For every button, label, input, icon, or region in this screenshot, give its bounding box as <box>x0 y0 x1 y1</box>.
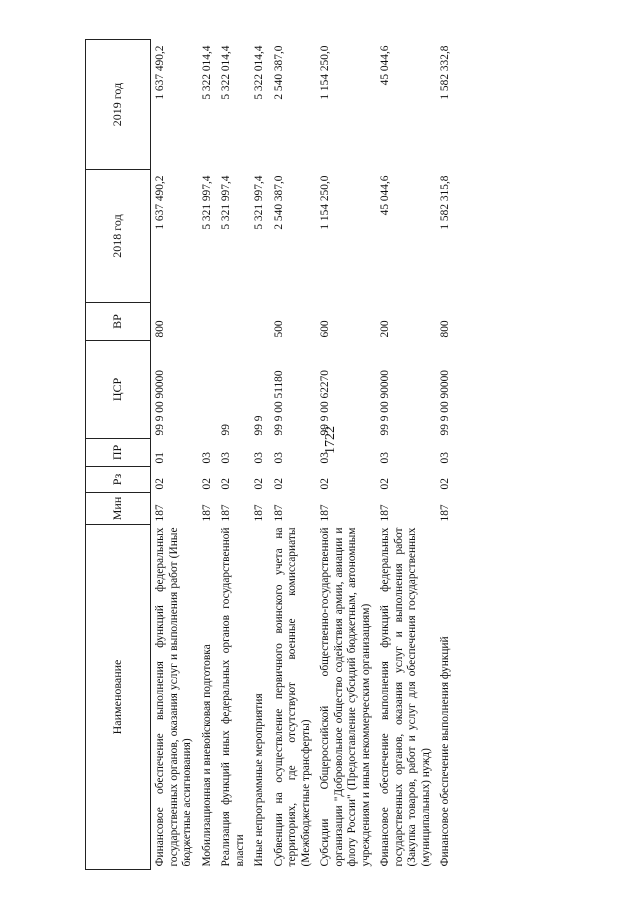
cell-vr <box>250 303 270 341</box>
cell-pr: 03 <box>220 452 232 464</box>
cell-vr: 800 <box>154 320 166 338</box>
table-row <box>436 40 456 870</box>
cell-rz: 02 <box>379 478 391 490</box>
cell-csr <box>198 341 218 439</box>
cell-2019: 5 322 014,4 <box>220 45 232 100</box>
cell-min: 187 <box>200 504 213 522</box>
cell-name: Иные непрограммные мероприятия <box>253 693 265 867</box>
cell-vr: 600 <box>319 320 331 338</box>
cell-2018: 5 321 997,4 <box>220 175 232 230</box>
cell-2019: 5 322 014,4 <box>253 45 265 100</box>
header-vr: ВР <box>86 303 151 341</box>
cell-2018: 1 637 490,2 <box>154 175 166 230</box>
page-number: 1722 <box>323 426 338 454</box>
cell-rz: 02 <box>253 478 265 490</box>
header-2018: 2018 год <box>86 170 151 303</box>
cell-pr: 03 <box>253 452 265 464</box>
cell-min: 187 <box>319 504 331 522</box>
cell-vr: 200 <box>379 320 391 338</box>
header-2019: 2019 год <box>86 40 151 170</box>
cell-2019: 1 637 490,2 <box>154 45 166 100</box>
cell-name: Реализация функций иных федеральных органов государственной власти <box>220 527 246 867</box>
cell-csr: 99 9 00 90000 <box>154 370 166 436</box>
cell-2019: 2 540 387,0 <box>272 45 285 100</box>
cell-2018: 1 582 315,8 <box>439 175 451 230</box>
cell-rz: 02 <box>200 478 213 490</box>
header-name: Наименование <box>86 525 151 870</box>
cell-min: 187 <box>220 504 232 522</box>
cell-vr: 500 <box>272 320 285 338</box>
cell-2018: 5 321 997,4 <box>253 175 265 230</box>
cell-min: 187 <box>253 504 265 522</box>
cell-rz: 02 <box>272 478 285 490</box>
table-row <box>270 40 317 870</box>
cell-2018: 1 154 250,0 <box>319 175 331 230</box>
cell-2019: 1 582 332,8 <box>439 45 451 100</box>
header-csr: ЦСР <box>86 341 151 439</box>
cell-min: 187 <box>272 504 285 522</box>
table-row <box>376 40 436 870</box>
header-pr: ПР <box>86 439 151 467</box>
cell-2018: 5 321 997,4 <box>200 175 213 230</box>
cell-rz: 02 <box>220 478 232 490</box>
table-body <box>151 40 456 870</box>
cell-min: 187 <box>379 504 391 522</box>
rotated-table-wrapper <box>85 40 625 870</box>
cell-name: Финансовое обеспечение выполнения функций <box>439 636 451 867</box>
table-row <box>217 40 250 870</box>
cell-2019: 45 044,6 <box>379 45 391 86</box>
cell-2019: 5 322 014,4 <box>200 45 213 100</box>
cell-name: Мобилизационная и вневойсковая подготовка <box>200 644 213 867</box>
cell-pr: 03 <box>200 452 213 464</box>
cell-pr: 03 <box>379 452 391 464</box>
cell-vr <box>198 303 218 341</box>
cell-min: 187 <box>439 504 451 522</box>
cell-rz: 02 <box>319 478 331 490</box>
cell-csr: 99 9 00 51180 <box>272 370 285 436</box>
table-row <box>198 40 218 870</box>
cell-name: Финансовое обеспечение выполнения функций федеральных государственных органов, оказания услуг и выполнения работ (Закупка товаров, работ и услуг для обеспечения государственных (муниципальных) нужд) <box>379 527 432 867</box>
cell-pr: 01 <box>154 452 166 464</box>
header-rz: Рз <box>86 467 151 493</box>
table-row <box>250 40 270 870</box>
cell-2018: 2 540 387,0 <box>272 175 285 230</box>
cell-min: 187 <box>154 504 166 522</box>
cell-rz: 02 <box>439 478 451 490</box>
cell-name: Субвенции на осуществление первичного воинского учета на территориях, где отсутствуют военные комиссариаты (Межбюджетные трансферты) <box>272 527 312 867</box>
cell-vr: 800 <box>439 320 451 338</box>
cell-pr: 03 <box>439 452 451 464</box>
cell-rz: 02 <box>154 478 166 490</box>
cell-pr: 03 <box>319 452 331 464</box>
cell-csr: 99 9 00 90000 <box>379 370 391 436</box>
table-row <box>151 40 198 870</box>
cell-name: Субсидии Общероссийской общественно-государственной организации "Добровольное общество содействия армии, авиации и флоту России" (Предоставление субсидий бюджетным, автономным учреждениям и иным некоммерческим организациям) <box>319 527 372 867</box>
cell-vr <box>217 303 250 341</box>
cell-csr: 99 9 <box>253 415 265 436</box>
cell-pr: 03 <box>272 452 285 464</box>
cell-2019: 1 154 250,0 <box>319 45 331 100</box>
table-header <box>86 40 151 870</box>
cell-csr: 99 9 00 62270 <box>319 370 331 436</box>
cell-csr: 99 9 00 90000 <box>439 370 451 436</box>
cell-csr: 99 <box>220 424 232 436</box>
budget-table <box>85 39 456 870</box>
table-row <box>316 40 376 870</box>
header-min: Мин <box>86 493 151 525</box>
cell-2018: 45 044,6 <box>379 175 391 216</box>
cell-name: Финансовое обеспечение выполнения функций федеральных государственных органов, оказания услуг и выполнения работ (Иные бюджетные ассигнования) <box>154 527 193 867</box>
